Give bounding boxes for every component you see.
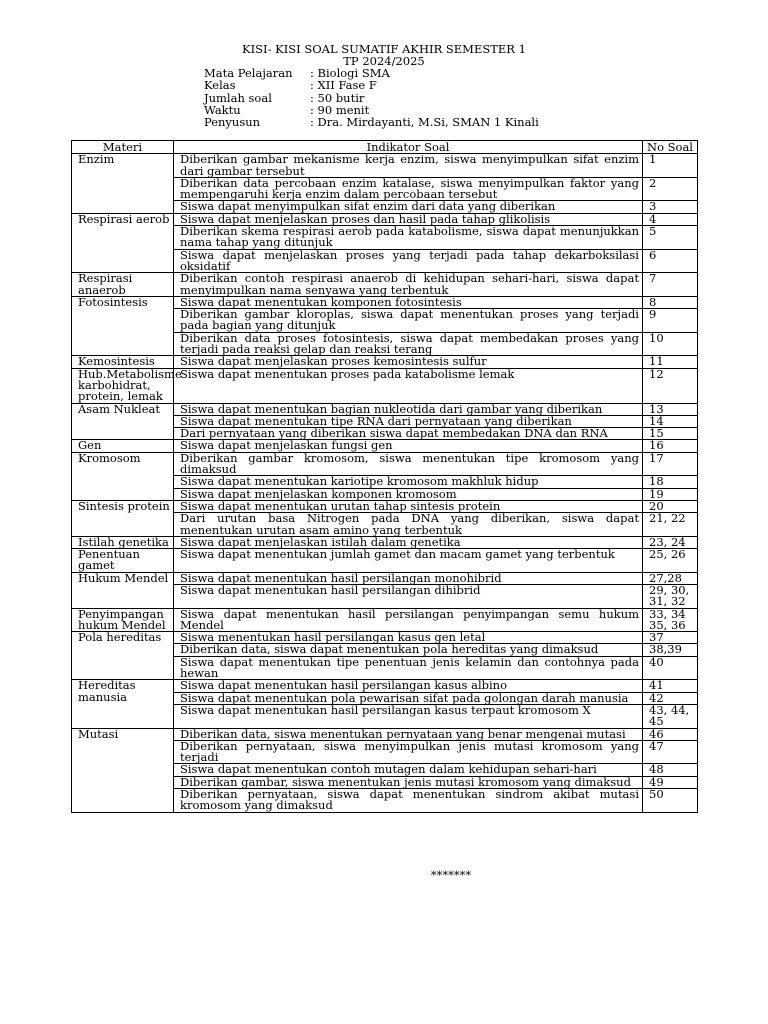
no-soal-cell: 38,39 (643, 644, 698, 656)
indikator-cell: Siswa dapat menentukan hasil persilangan monohibrid (174, 572, 643, 584)
kisi-table (71, 140, 698, 813)
indikator-cell: Siswa dapat menyimpulkan sifat enzim dari data yang diberikan (174, 201, 643, 213)
info-value: : Biologi SMA (310, 66, 390, 80)
indikator-cell: Siswa dapat menjelaskan komponen kromosom (174, 488, 643, 500)
no-soal-cell: 29, 30, 31, 32 (643, 584, 698, 608)
no-soal-cell: 13 (643, 403, 698, 415)
indikator-cell: Diberikan pernyataan, siswa menyimpulkan jenis mutasi kromosom yang terjadi (174, 740, 643, 764)
materi-cell: Hukum Mendel (72, 572, 174, 608)
header-no-soal: No Soal (643, 141, 698, 154)
document-title (0, 43, 768, 67)
info-value: : Dra. Mirdayanti, M.Si, SMAN 1 Kinali (310, 115, 539, 130)
no-soal-cell: 1 (643, 154, 698, 178)
no-soal-cell: 50 (643, 789, 698, 813)
no-soal-cell: 19 (643, 488, 698, 500)
info-row (204, 79, 539, 91)
indikator-cell: Siswa dapat menentukan urutan tahap sintesis protein (174, 500, 643, 512)
indikator-cell: Siswa dapat menentukan bagian nukleotida dari gambar yang diberikan (174, 403, 643, 415)
indikator-cell: Siswa dapat menentukan tipe RNA dari pernyataan yang diberikan (174, 415, 643, 427)
indikator-cell: Diberikan data, siswa menentukan pernyataan yang benar mengenai mutasi (174, 728, 643, 740)
materi-cell: Pola hereditas (72, 632, 174, 680)
info-label: Kelas (204, 78, 236, 93)
info-row (204, 116, 539, 128)
academic-year: TP 2024/2025 (343, 54, 425, 68)
indikator-cell: Siswa dapat menjelaskan istilah dalam genetika (174, 536, 643, 548)
indikator-cell: Diberikan pernyataan, siswa dapat menentukan sindrom akibat mutasi kromosom yang dimaksud (174, 789, 643, 813)
title-line: KISI- KISI SOAL SUMATIF AKHIR SEMESTER 1 (242, 42, 526, 56)
indikator-cell: Diberikan data, siswa dapat menentukan pola hereditas yang dimaksud (174, 644, 643, 656)
no-soal-cell: 9 (643, 309, 698, 333)
table-row (72, 452, 698, 476)
no-soal-cell: 37 (643, 632, 698, 644)
materi-cell: Asam Nukleat (72, 403, 174, 440)
header-indikator: Indikator Soal (174, 141, 643, 154)
no-soal-cell: 43, 44, 45 (643, 704, 698, 728)
materi-cell: Kromosom (72, 452, 174, 500)
no-soal-cell: 25, 26 (643, 549, 698, 573)
no-soal-cell: 4 (643, 213, 698, 225)
info-value: : 90 menit (310, 102, 370, 117)
no-soal-cell: 16 (643, 440, 698, 452)
no-soal-cell: 27,28 (643, 572, 698, 584)
no-soal-cell: 7 (643, 273, 698, 297)
no-soal-cell: 40 (643, 656, 698, 680)
info-label: Jumlah soal (204, 90, 272, 105)
no-soal-cell: 33, 34 35, 36 (643, 608, 698, 632)
info-label: Penyusun (204, 115, 261, 130)
materi-cell: Hereditas manusia (72, 680, 174, 728)
table-row (72, 368, 698, 403)
indikator-cell: Diberikan gambar mekanisme kerja enzim, siswa menyimpulkan sifat enzim dari gambar tersebut (174, 154, 643, 178)
indikator-cell: Diberikan gambar, siswa menentukan jenis mutasi kromosom yang dimaksud (174, 776, 643, 788)
materi-cell: Enzim (72, 154, 174, 213)
indikator-cell: Siswa dapat menentukan proses pada katabolisme lemak (174, 368, 643, 403)
indikator-cell: Diberikan skema respirasi aerob pada katabolisme, siswa dapat menunjukkan nama tahap yang ditunjuk (174, 226, 643, 250)
no-soal-cell: 15 (643, 428, 698, 440)
no-soal-cell: 3 (643, 201, 698, 213)
materi-cell: Penyimpangan hukum Mendel (72, 608, 174, 632)
no-soal-cell: 21, 22 (643, 513, 698, 537)
indikator-cell: Siswa dapat menentukan hasil persilangan kasus terpaut kromosom X (174, 704, 643, 728)
indikator-cell: Siswa dapat menentukan contoh mutagen dalam kehidupan sehari-hari (174, 764, 643, 776)
info-label: Mata Pelajaran (204, 66, 293, 80)
indikator-cell: Diberikan contoh respirasi anaerob di kehidupan sehari-hari, siswa dapat menyimpulkan nama senyawa yang terbentuk (174, 273, 643, 297)
indikator-cell: Siswa dapat menjelaskan proses dan hasil pada tahap glikolisis (174, 213, 643, 225)
materi-cell: Respirasi anaerob (72, 273, 174, 297)
indikator-cell: Diberikan data percobaan enzim katalase, siswa menyimpulkan faktor yang mempengaruhi kerja enzim dalam percobaan tersebut (174, 177, 643, 201)
materi-cell: Kemosintesis (72, 356, 174, 368)
info-row (204, 92, 539, 104)
no-soal-cell: 17 (643, 452, 698, 476)
table-body (72, 154, 698, 812)
indikator-cell: Diberikan gambar kromosom, siswa menentukan tipe kromosom yang dimaksud (174, 452, 643, 476)
no-soal-cell: 20 (643, 500, 698, 512)
indikator-cell: Siswa dapat menentukan jumlah gamet dan macam gamet yang terbentuk (174, 549, 643, 573)
no-soal-cell: 12 (643, 368, 698, 403)
indikator-cell: Siswa dapat menentukan hasil persilangan dihibrid (174, 584, 643, 608)
materi-cell: Sintesis protein (72, 500, 174, 536)
indikator-cell: Siswa dapat menentukan hasil persilangan penyimpangan semu hukum Mendel (174, 608, 643, 632)
no-soal-cell: 42 (643, 692, 698, 704)
info-value: : 50 butir (310, 90, 365, 105)
no-soal-cell: 14 (643, 415, 698, 427)
no-soal-cell: 5 (643, 226, 698, 250)
indikator-cell: Diberikan gambar kloroplas, siswa dapat menentukan proses yang terjadi pada bagian yang ditunjuk (174, 309, 643, 333)
materi-cell: Gen (72, 440, 174, 452)
indikator-cell: Siswa dapat menentukan kariotipe kromosom makhluk hidup (174, 476, 643, 488)
indikator-cell: Diberikan data proses fotosintesis, siswa dapat membedakan proses yang terjadi pada reaksi gelap dan reaksi terang (174, 332, 643, 356)
no-soal-cell: 6 (643, 249, 698, 273)
no-soal-cell: 46 (643, 728, 698, 740)
indikator-cell: Siswa dapat menentukan tipe penentuan jenis kelamin dan contohnya pada hewan (174, 656, 643, 680)
indikator-cell: Dari pernyataan yang diberikan siswa dapat membedakan DNA dan RNA (174, 428, 643, 440)
indikator-cell: Siswa dapat menentukan komponen fotosintesis (174, 296, 643, 308)
no-soal-cell: 48 (643, 764, 698, 776)
info-label: Waktu (204, 102, 241, 117)
indikator-cell: Dari urutan basa Nitrogen pada DNA yang diberikan, siswa dapat menentukan urutan asam amino yang terbentuk (174, 513, 643, 537)
materi-cell: Respirasi aerob (72, 213, 174, 272)
no-soal-cell: 8 (643, 296, 698, 308)
no-soal-cell: 18 (643, 476, 698, 488)
header-materi: Materi (72, 141, 174, 154)
indikator-cell: Siswa menentukan hasil persilangan kasus gen letal (174, 632, 643, 644)
no-soal-cell: 47 (643, 740, 698, 764)
no-soal-cell: 10 (643, 332, 698, 356)
table-row (72, 273, 698, 297)
no-soal-cell: 49 (643, 776, 698, 788)
info-value: : XII Fase F (310, 78, 377, 93)
materi-cell: Istilah genetika (72, 536, 174, 548)
info-block (204, 67, 539, 128)
no-soal-cell: 41 (643, 680, 698, 692)
indikator-cell: Siswa dapat menjelaskan proses kemosintesis sulfur (174, 356, 643, 368)
indikator-cell: Siswa dapat menjelaskan proses yang terjadi pada tahap dekarboksilasi oksidatif (174, 249, 643, 273)
table-row (72, 608, 698, 632)
no-soal-cell: 2 (643, 177, 698, 201)
indikator-cell: Siswa dapat menentukan pola pewarisan sifat pada golongan darah manusia (174, 692, 643, 704)
no-soal-cell: 11 (643, 356, 698, 368)
materi-cell: Hub.Metabolisme karbohidrat, protein, lemak (72, 368, 174, 403)
table-row (72, 549, 698, 573)
materi-cell: Fotosintesis (72, 296, 174, 355)
end-mark: ******* (430, 868, 472, 882)
materi-cell: Mutasi (72, 728, 174, 812)
no-soal-cell: 23, 24 (643, 536, 698, 548)
materi-cell: Penentuan gamet (72, 549, 174, 573)
indikator-cell: Siswa dapat menentukan hasil persilangan kasus albino (174, 680, 643, 692)
table-row (72, 154, 698, 178)
indikator-cell: Siswa dapat menjelaskan fungsi gen (174, 440, 643, 452)
